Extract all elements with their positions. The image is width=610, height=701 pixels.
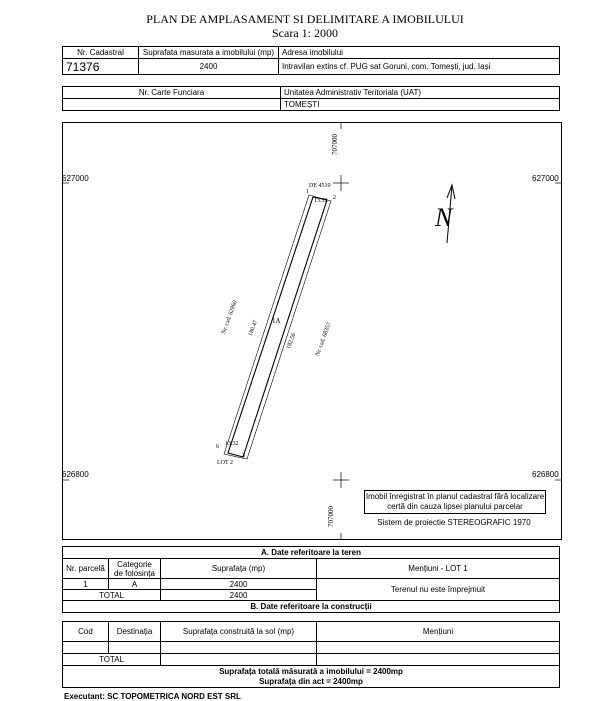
header-carte-funciara: Nr. Carte Funciara — [63, 87, 281, 99]
section-b-title: B. Date referitoare la construcții — [63, 601, 560, 613]
constructii-table — [62, 621, 560, 688]
cadastral-table — [62, 46, 560, 75]
suprafata-value: 2400 — [139, 59, 279, 75]
coord-y-top: 707000 — [331, 134, 339, 155]
teren-table — [62, 546, 560, 613]
point-6: 6 — [216, 444, 219, 450]
scale-label: Scara 1: 2000 — [272, 26, 338, 40]
uat-value: TOMEȘTI — [281, 99, 560, 111]
executant-label: Executant: SC TOPOMETRICA NORD EST SRL — [64, 692, 241, 701]
point-3: 3 — [242, 453, 245, 459]
parcel-label: 1A — [272, 317, 281, 325]
grid-crosses — [333, 175, 349, 488]
cadastral-note: Imobil înregistrat în planul cadastral fără localizare certă din cauza lipsei planului parcelar — [364, 490, 546, 514]
empty-cell — [63, 642, 109, 654]
side-top-length: 13.32 — [314, 198, 328, 204]
point-1: 1 — [306, 189, 309, 195]
summary-cell — [63, 666, 560, 688]
carte-funciara-table — [62, 86, 560, 111]
coord-x-left-bottom: 626800 — [62, 470, 89, 479]
header-destinatia: Destinația — [109, 622, 161, 642]
de-label: DE 4510 — [309, 183, 331, 189]
header-suprafata-teren: Suprafața (mp) — [161, 559, 317, 579]
side-bottom-length: 13.32 — [225, 441, 239, 447]
adresa-value: Intravilan extins cf. PUG sat Goruni, com. Tomești, jud. Iași — [279, 59, 560, 75]
summary-line-1: Suprafața totală măsurată a imobilului = 2400mp — [219, 666, 403, 676]
cadastral-map — [62, 122, 562, 540]
page-title: PLAN DE AMPLASAMENT SI DELIMITARE A IMOBILULUI — [146, 12, 464, 26]
row-mentiuni: Terenul nu este împrejmuit — [317, 579, 560, 601]
header-categorie: Categorie de folosința — [109, 559, 161, 579]
header-mentiuni: Mențiuni — [317, 622, 560, 642]
neighbor-right: Nr. cad. 68357 — [315, 321, 333, 358]
total-mentiuni-b — [317, 654, 560, 666]
row-suprafata: 2400 — [161, 579, 317, 590]
parcel-outline — [228, 197, 327, 457]
north-letter: N — [435, 203, 453, 232]
header-nr-parcela: Nr. parcelă — [63, 559, 109, 579]
row-nr-parcela: 1 — [63, 579, 109, 590]
empty-cell — [161, 642, 317, 654]
empty-cell — [109, 642, 161, 654]
section-a-title: A. Date referitoare la teren — [63, 547, 560, 559]
header-mentiuni-lot: Mențiuni - LOT 1 — [317, 559, 560, 579]
total-value-a: 2400 — [161, 590, 317, 601]
parcel-outer-outline — [224, 195, 331, 459]
header-adresa: Adresa imobilului — [279, 47, 560, 59]
projection-label: Sistem de proiectie STEREOGRAFIC 1970 — [377, 518, 531, 527]
row-categorie: A — [109, 579, 161, 590]
coord-y-bottom: 707000 — [327, 506, 335, 527]
header-uat: Unitatea Administrativ Teritoriala (UAT) — [281, 87, 560, 99]
summary-line-2: Suprafața din act = 2400mp — [259, 676, 363, 686]
total-label-b: TOTAL — [63, 654, 161, 666]
total-label-a: TOTAL — [63, 590, 161, 601]
coord-x-right-top: 627000 — [532, 174, 559, 183]
empty-cell — [317, 642, 560, 654]
header-nr-cadastral: Nr. Cadastral — [63, 47, 139, 59]
nr-cadastral-value: 71376 — [63, 59, 139, 75]
coord-x-left-top: 627000 — [62, 174, 89, 183]
lot-2-label: LOT 2 — [217, 460, 234, 466]
total-value-b — [161, 654, 317, 666]
neighbor-left: Nr. cad. 62860 — [221, 299, 239, 336]
coord-x-right-bottom: 626800 — [532, 470, 559, 479]
side-right-length: 182.56 — [286, 332, 298, 351]
header-suprafata-constructie: Suprafața construită la sol (mp) — [161, 622, 317, 642]
header-suprafata: Suprafata masurata a imobilului (mp) — [139, 47, 279, 59]
point-2: 2 — [333, 195, 336, 201]
header-cod: Cod — [63, 622, 109, 642]
carte-funciara-value — [63, 99, 281, 111]
side-left-length: 180.47 — [248, 319, 260, 338]
